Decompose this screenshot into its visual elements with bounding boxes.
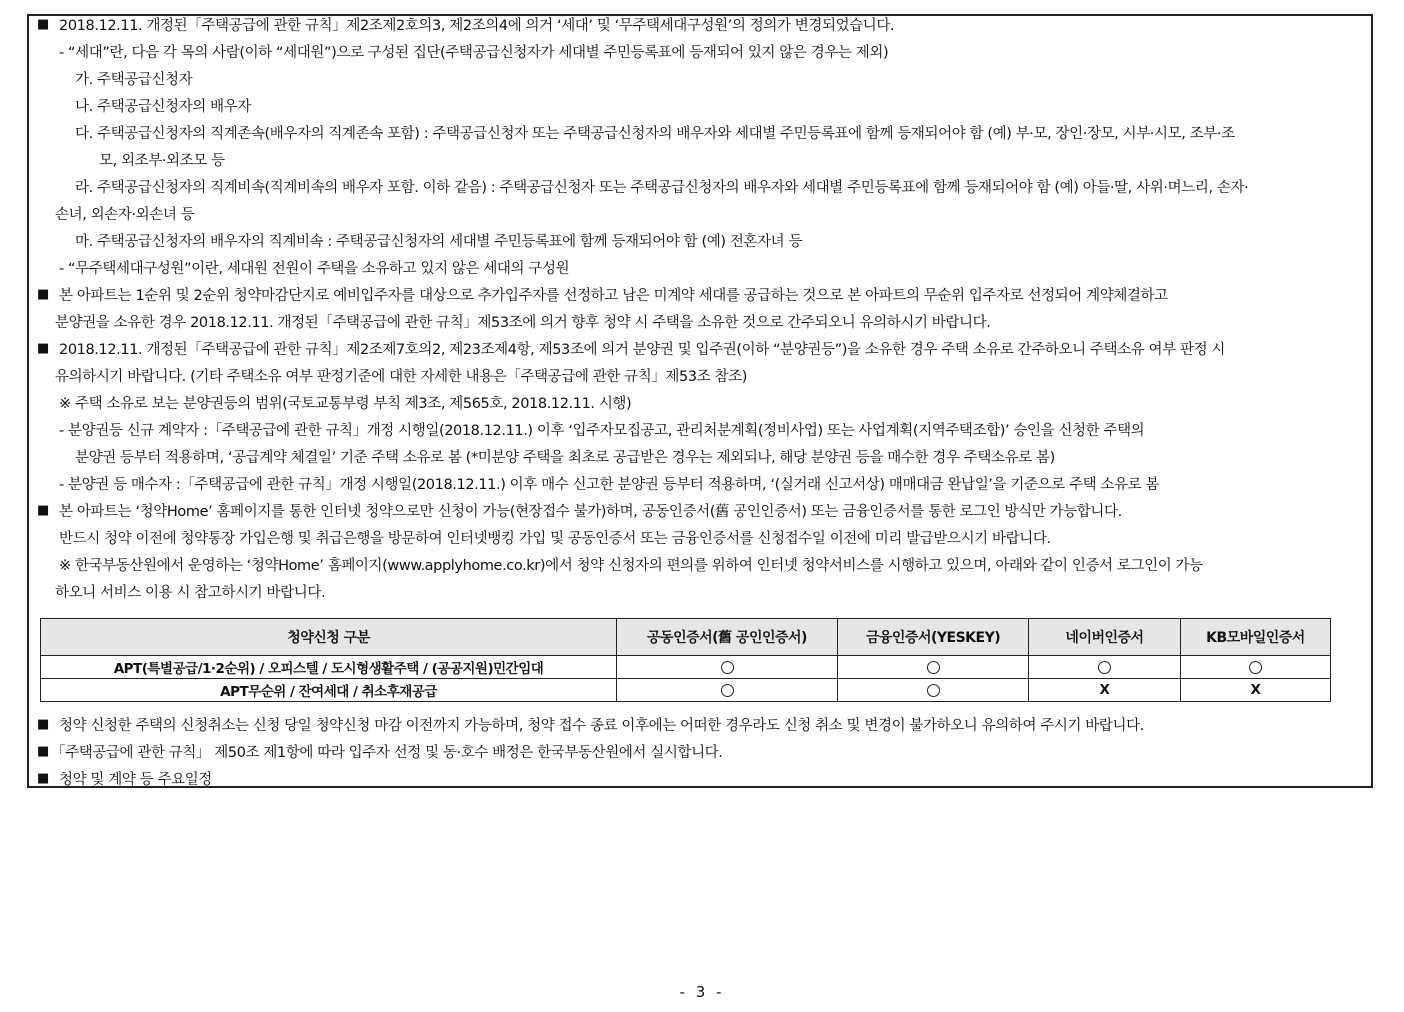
bullet-square-icon: ■ [37, 744, 50, 759]
notice-line: 나. 주택공급신청자의 배우자 [75, 99, 251, 115]
notice-line: 분양권 등부터 적용하며, ‘공급계약 체결일’ 기준 주택 소유로 봄 (*미분양 주택을 최초로 공급받은 경우는 제외되나, 해당 분양권 등을 매수한 경우 주택소유로 봄) [75, 450, 1055, 466]
notice-line: 2018.12.11. 개정된「주택공급에 관한 규칙」제2조제7호의2, 제23조제4항, 제53조에 의거 분양권 및 입주권(이하 “분양권등”)을 소유한 경우 주택 소유로 간주하오니 주택소유 여부 판정 시 [59, 342, 1226, 358]
notice-line: - “세대”란, 다음 각 목의 사람(이하 “세대원”)으로 구성된 집단(주택공급신청자가 세대별 주민등록표에 등재되어 있지 않은 경우는 제외) [59, 45, 889, 61]
available-circle-icon [617, 656, 838, 679]
table-row [41, 656, 1331, 679]
notice-line: 다. 주택공급신청자의 직계존속(배우자의 직계존속 포함) : 주택공급신청자 또는 주택공급신청자의 배우자와 세대별 주민등록표에 함께 등재되어야 함 (예) 부·모, 장인·장모, 시부·시모, 조부·조 [75, 126, 1235, 142]
circle-icon [1249, 661, 1262, 674]
notice-line: 「주택공급에 관한 규칙」 제50조 제1항에 따라 입주자 선정 및 동·호수 배정은 한국부동산원에서 실시합니다. [51, 745, 723, 761]
notice-line: 청약 신청한 주택의 신청취소는 신청 당일 청약신청 마감 이전까지 가능하며, 청약 접수 종료 이후에는 어떠한 경우라도 신청 취소 및 변경이 불가하오니 유의하여 주시기 바랍니다. [59, 718, 1144, 734]
notice-line: - 분양권 등 매수자 :「주택공급에 관한 규칙」개정 시행일(2018.12.11.) 이후 매수 신고한 분양권 등부터 적용하며, ‘(실거래 신고서상) 매매대금 완납일’을 기준으로 주택 소유로 봄 [59, 477, 1160, 493]
notice-line: 본 아파트는 ‘청약Home’ 홈페이지를 통한 인터넷 청약으로만 신청이 가능(현장접수 불가)하며, 공동인증서(舊 공인인증서) 또는 금융인증서를 통한 로그인 방식만 가능합니다. [59, 504, 1122, 520]
available-circle-icon [617, 679, 838, 702]
notice-line: 유의하시기 바랍니다. (기타 주택소유 여부 판정기준에 대한 자세한 내용은「주택공급에 관한 규칙」제53조 참조) [55, 369, 747, 385]
bullet-square-icon: ■ [37, 717, 50, 732]
circle-icon [1098, 661, 1111, 674]
notice-line: - “무주택세대구성원”이란, 세대원 전원이 주택을 소유하고 있지 않은 세대의 구성원 [59, 261, 570, 277]
table-row [41, 679, 1331, 702]
notice-box [27, 14, 1373, 788]
table-header: 금융인증서(YESKEY) [838, 619, 1029, 656]
notice-line: 반드시 청약 이전에 청약통장 가입은행 및 취급은행을 방문하여 인터넷뱅킹 가입 및 공동인증서 또는 금융인증서를 신청접수일 이전에 미리 발급받으시기 바랍니다. [59, 531, 1051, 547]
available-circle-icon [838, 656, 1029, 679]
circle-icon [721, 661, 734, 674]
page-number: - 3 - [679, 983, 725, 1001]
bullet-square-icon: ■ [37, 503, 50, 518]
notice-line: 라. 주택공급신청자의 직계비속(직계비속의 배우자 포함. 이하 같음) : 주택공급신청자 또는 주택공급신청자의 배우자와 세대별 주민등록표에 함께 등재되어야 함 (예) 아들·딸, 사위·며느리, 손자· [75, 180, 1249, 196]
notice-line: 청약 및 계약 등 주요일정 [59, 772, 212, 788]
available-circle-icon [1181, 656, 1331, 679]
notice-line: 본 아파트는 1순위 및 2순위 청약마감단지로 예비입주자를 대상으로 추가입주자를 선정하고 남은 미계약 세대를 공급하는 것으로 본 아파트의 무순위 입주자로 선정되어 계약체결하고 [59, 288, 1168, 304]
available-circle-icon [838, 679, 1029, 702]
bullet-square-icon: ■ [37, 287, 50, 302]
table-header: 청약신청 구분 [41, 619, 617, 656]
circle-icon [721, 684, 734, 697]
bullet-square-icon: ■ [37, 17, 50, 32]
row-label: APT무순위 / 잔여세대 / 취소후재공급 [41, 679, 617, 702]
table-header: KB모바일인증서 [1181, 619, 1331, 656]
notice-line: 분양권을 소유한 경우 2018.12.11. 개정된「주택공급에 관한 규칙」제53조에 의거 향후 청약 시 주택을 소유한 것으로 간주되오니 유의하시기 바랍니다. [55, 315, 991, 331]
notice-line: 손녀, 외손자·외손녀 등 [55, 207, 195, 223]
bullet-square-icon: ■ [37, 771, 50, 786]
notice-line: - 분양권등 신규 계약자 :「주택공급에 관한 규칙」개정 시행일(2018.12.11.) 이후 ‘입주자모집공고, 관리처분계획(정비사업) 또는 사업계획(지역주택조합)’ 승인을 신청한 주택의 [59, 423, 1145, 439]
table-header: 네이버인증서 [1029, 619, 1181, 656]
row-label: APT(특별공급/1·2순위) / 오피스텔 / 도시형생활주택 / (공공지원)민간임대 [41, 656, 617, 679]
notice-line: 마. 주택공급신청자의 배우자의 직계비속 : 주택공급신청자의 세대별 주민등록표에 함께 등재되어야 함 (예) 전혼자녀 등 [75, 234, 803, 250]
table-header-row [41, 619, 1331, 656]
notice-line: 모, 외조부·외조모 등 [99, 153, 225, 169]
circle-icon [927, 684, 940, 697]
circle-icon [927, 661, 940, 674]
notice-line: ※ 주택 소유로 보는 분양권등의 범위(국토교통부령 부칙 제3조, 제565호, 2018.12.11. 시행) [59, 396, 632, 412]
certificate-table [40, 618, 1331, 702]
unavailable-mark: X [1029, 679, 1181, 702]
notice-line: 가. 주택공급신청자 [75, 72, 193, 88]
notice-line: 2018.12.11. 개정된「주택공급에 관한 규칙」제2조제2호의3, 제2조의4에 의거 ‘세대’ 및 ‘무주택세대구성원’의 정의가 변경되었습니다. [59, 18, 895, 34]
notice-line: 하오니 서비스 이용 시 참고하시기 바랍니다. [55, 585, 326, 601]
available-circle-icon [1029, 656, 1181, 679]
bullet-square-icon: ■ [37, 341, 50, 356]
unavailable-mark: X [1181, 679, 1331, 702]
table-header: 공동인증서(舊 공인인증서) [617, 619, 838, 656]
notice-line: ※ 한국부동산원에서 운영하는 ‘청약Home’ 홈페이지(www.applyhome.co.kr)에서 청약 신청자의 편의를 위하여 인터넷 청약서비스를 시행하고 있으며, 아래와 같이 인증서 로그인이 가능 [59, 558, 1203, 574]
